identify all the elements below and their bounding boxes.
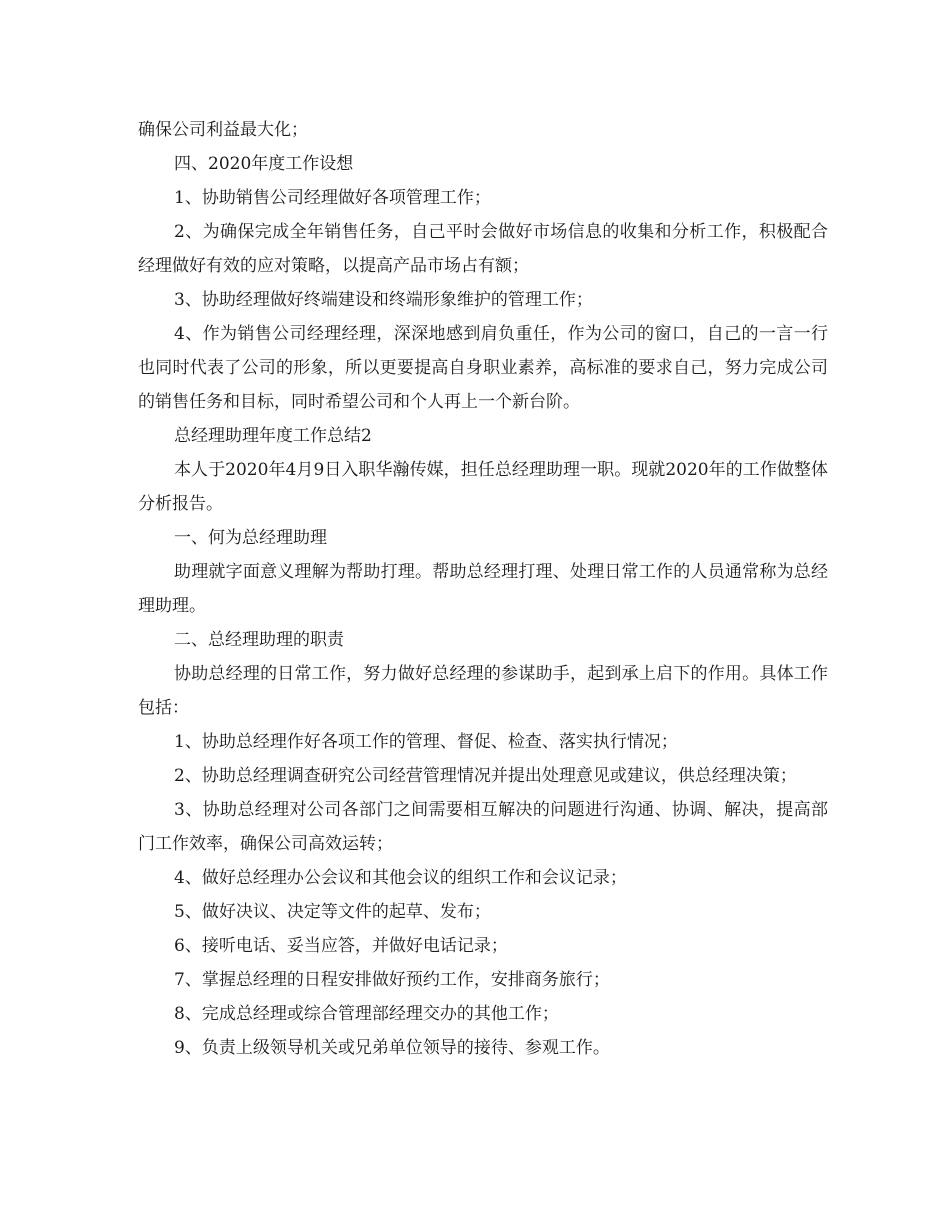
list-item: 7、掌握总经理的日程安排做好预约工作，安排商务旅行；: [174, 970, 610, 990]
document-body: [138, 113, 828, 1065]
section-heading: 二、总经理助理的职责: [174, 630, 344, 650]
list-item: 9、负责上级领导机关或兄弟单位领导的接待、参观工作。: [174, 1038, 610, 1058]
paragraph: 助理就字面意义理解为帮助打理。帮助总经理打理、处理日常工作的人员通常称为总经理助理。: [138, 562, 828, 616]
list-item: 2、为确保完成全年销售任务，自己平时会做好市场信息的收集和分析工作，积极配合经理做好有效的应对策略，以提高产品市场占有额；: [138, 222, 828, 276]
list-item: 2、协助总经理调查研究公司经营管理情况并提出处理意见或建议，供总经理决策；: [174, 766, 797, 786]
paragraph: 本人于2020年4月9日入职华瀚传媒，担任总经理助理一职。现就2020年的工作做整体分析报告。: [138, 460, 828, 514]
list-item: 4、做好总经理办公会议和其他会议的组织工作和会议记录；: [174, 868, 627, 888]
list-item: 1、协助总经理作好各项工作的管理、督促、检查、落实执行情况；: [174, 732, 678, 752]
list-item: 3、协助总经理对公司各部门之间需要相互解决的问题进行沟通、协调、解决，提高部门工作效率，确保公司高效运转；: [138, 800, 828, 854]
list-item: 4、作为销售公司经理经理，深深地感到肩负重任，作为公司的窗口，自己的一言一行也同时代表了公司的形象，所以更要提高自身职业素养，高标准的要求自己，努力完成公司的销售任务和目标，同时希望公司和个人再上一个新台阶。: [138, 324, 828, 412]
paragraph: 协助总经理的日常工作，努力做好总经理的参谋助手，起到承上启下的作用。具体工作包括：: [138, 664, 828, 718]
list-item: 5、做好决议、决定等文件的起草、发布；: [174, 902, 491, 922]
document-title: 总经理助理年度工作总结2: [174, 426, 372, 446]
section-heading: 一、何为总经理助理: [174, 528, 327, 548]
paragraph: 确保公司利益最大化；: [138, 120, 308, 140]
list-item: 1、协助销售公司经理做好各项管理工作；: [174, 188, 491, 208]
list-item: 8、完成总经理或综合管理部经理交办的其他工作；: [174, 1004, 559, 1024]
section-heading: 四、2020年度工作设想: [174, 154, 354, 174]
list-item: 6、接听电话、妥当应答，并做好电话记录；: [174, 936, 508, 956]
list-item: 3、协助经理做好终端建设和终端形象维护的管理工作；: [174, 290, 593, 310]
